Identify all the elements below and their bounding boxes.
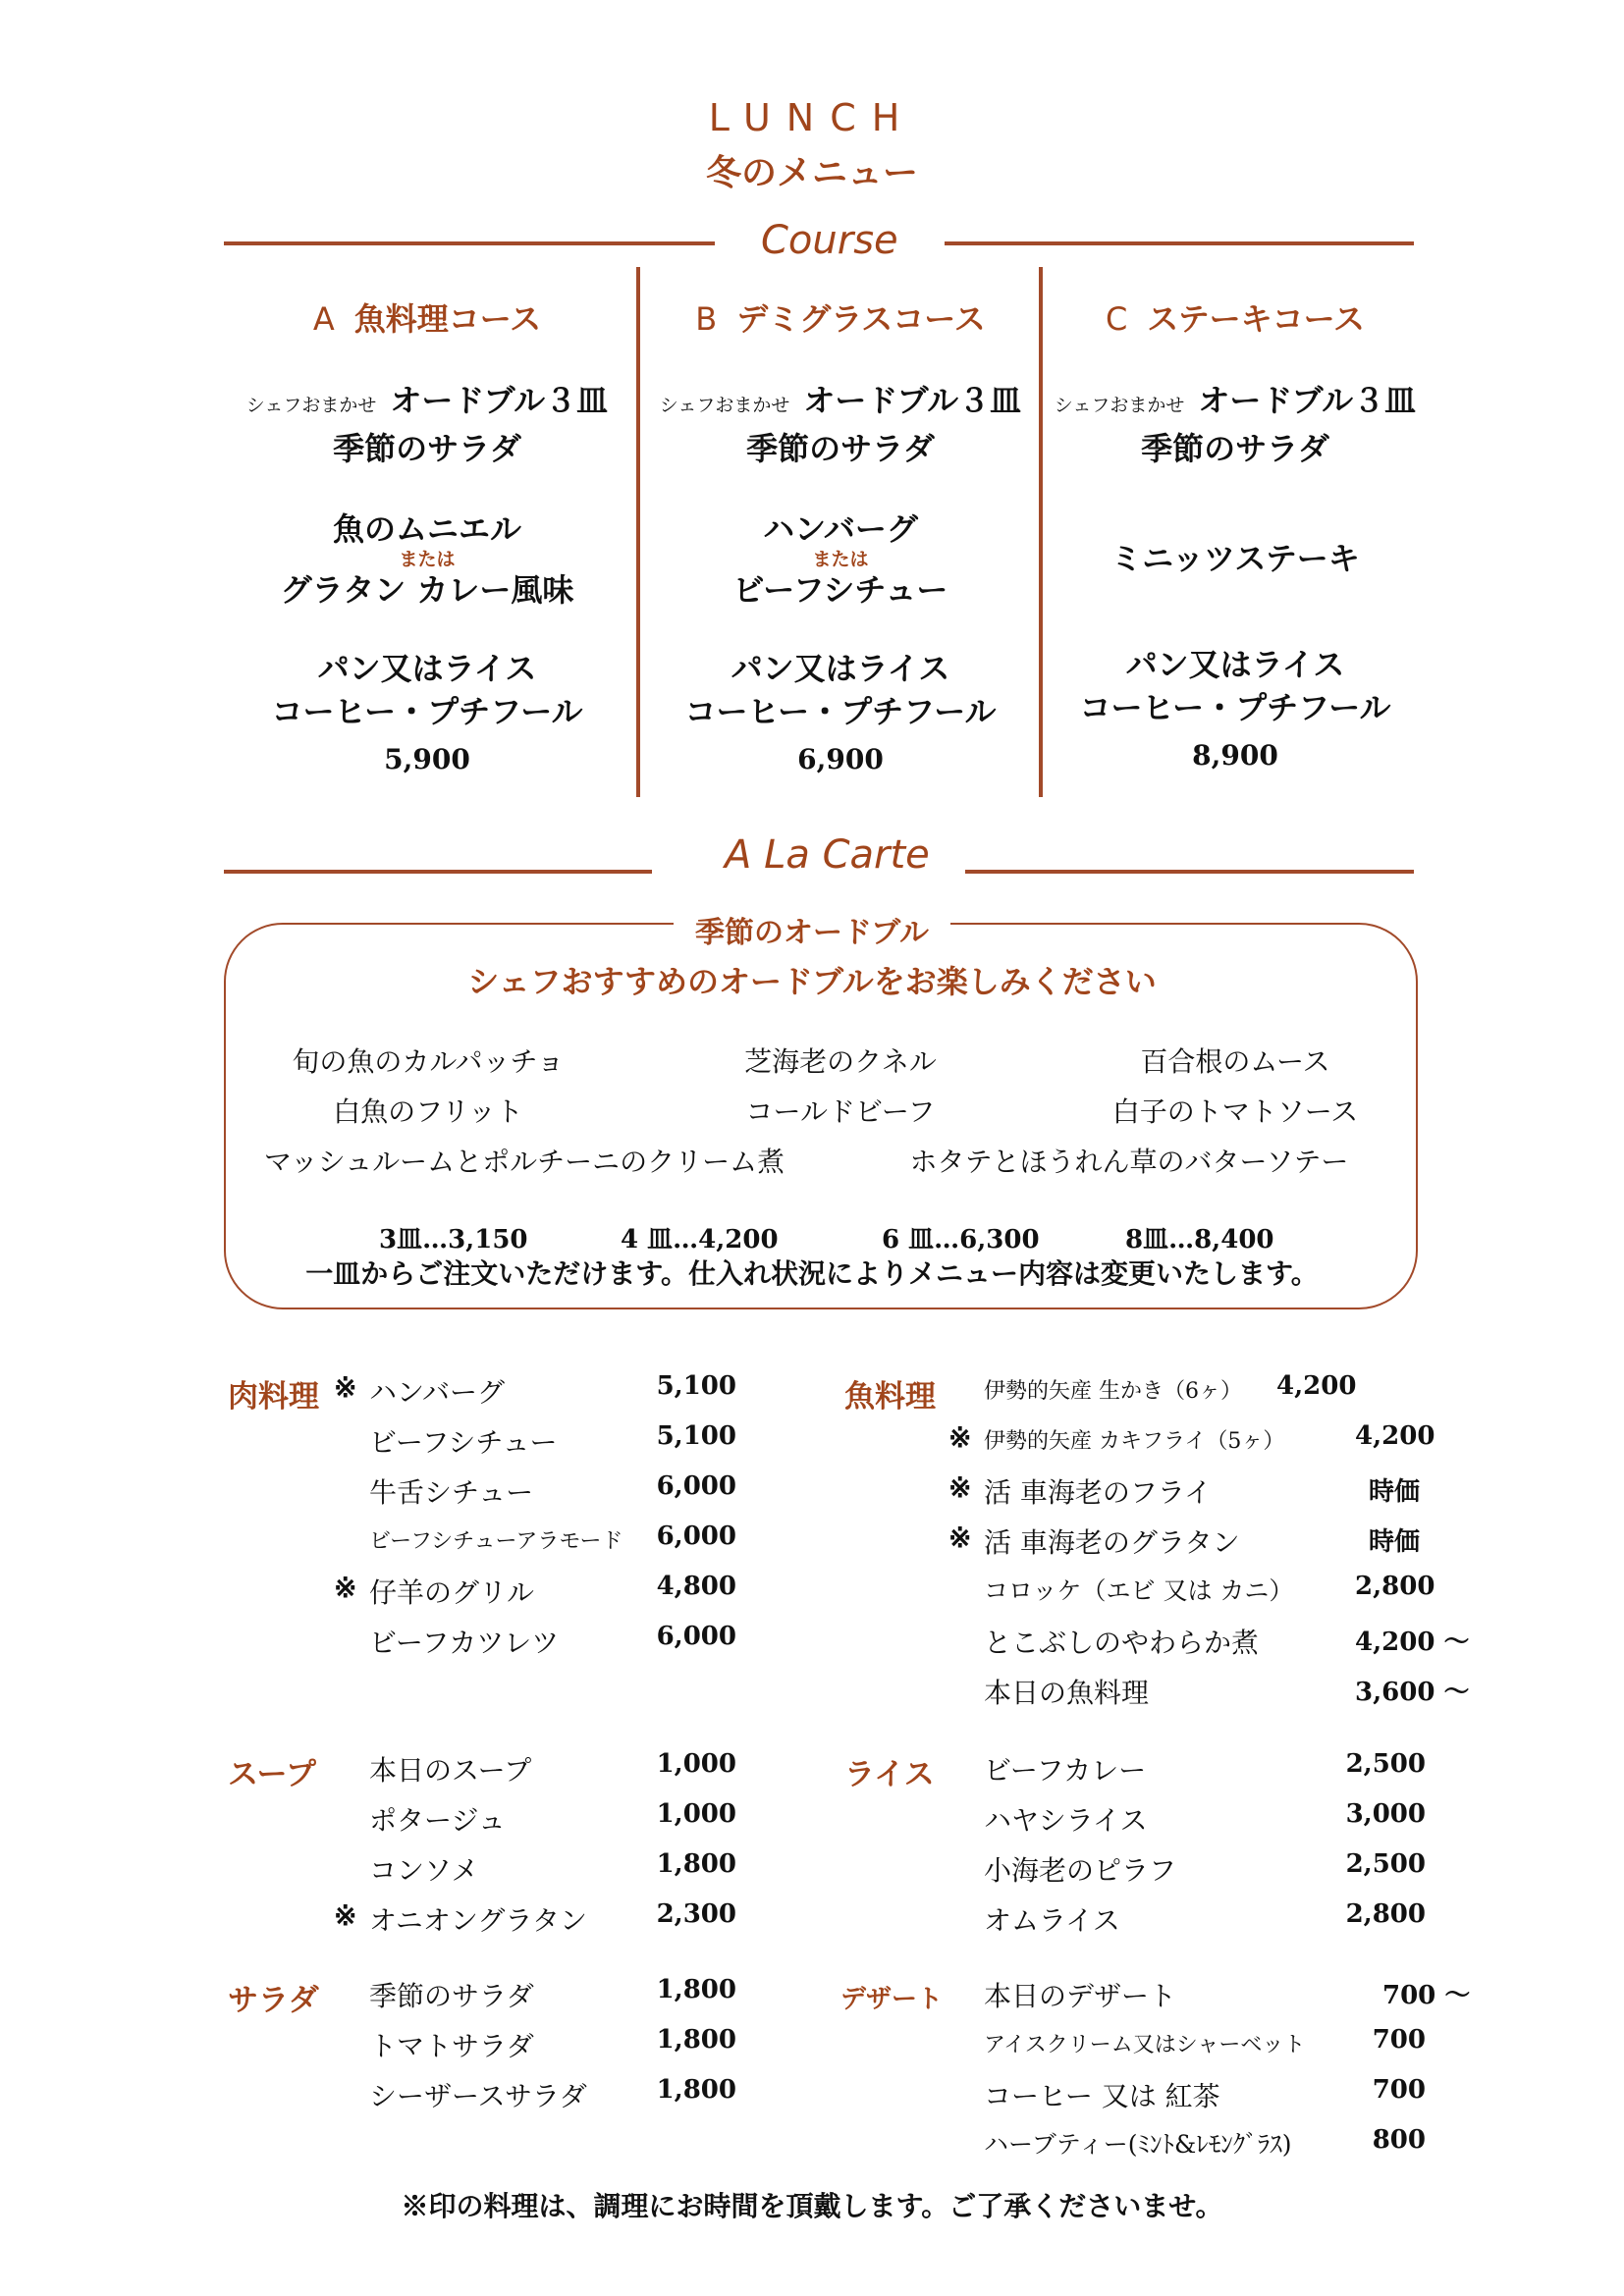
menu-item-name: 伊勢的矢産 生かき（6ヶ）: [984, 1379, 1242, 1404]
course-rule-right: [945, 241, 1414, 245]
menu-item-price: 2,500: [1345, 1749, 1426, 1779]
course-c-letter: C: [1105, 300, 1128, 338]
menu-item-price: 4,200 ～: [1355, 1628, 1470, 1657]
course-a-heading: [221, 294, 633, 344]
prep-time-mark: ※: [334, 1572, 357, 1604]
menu-item-price: 2,800: [1355, 1572, 1435, 1601]
course-b-heading: [634, 294, 1047, 344]
course-b-salad: 季節のサラダ: [746, 430, 935, 467]
menu-item-price: 4,200: [1355, 1421, 1435, 1451]
course-c-bread: パン又はライス: [1125, 646, 1345, 683]
menu-item-price: 6,000: [656, 1622, 736, 1651]
course-c-name: ステーキコース: [1147, 300, 1366, 338]
alacarte-rule-right: [965, 870, 1414, 874]
course-b-or: または: [812, 549, 869, 570]
course-section-title: Course: [761, 218, 898, 263]
course-b-appetizer-line: [634, 379, 1047, 427]
horsdoeuvre-item: マッシュルームとポルチーニのクリーム煮: [263, 1146, 785, 1178]
menu-item-name: 本日の魚料理: [984, 1677, 1150, 1709]
menu-item-name: とこぶしのやわらか煮: [984, 1627, 1260, 1659]
menu-item-name: 牛舌シチュー: [369, 1476, 534, 1509]
course-b-bread: パン又はライス: [731, 650, 950, 687]
horsdoeuvre-item: コールドビーフ: [745, 1095, 936, 1128]
menu-item-price: 1,800: [656, 2025, 736, 2055]
menu-item-price: 2,800: [1345, 1899, 1426, 1929]
winter-menu-title: 冬のメニュー: [705, 152, 918, 193]
course-b-app-prefix: シェフおまかせ: [659, 395, 790, 416]
prep-time-mark: ※: [948, 1421, 972, 1454]
course-c-main: ミニッツステーキ: [1110, 540, 1360, 577]
menu-item-price: 4,800: [656, 1572, 736, 1601]
menu-item-name: 小海老のピラフ: [984, 1854, 1177, 1887]
course-c: [1029, 294, 1441, 772]
horsdoeuvre-item: ホタテとほうれん草のバターソテー: [909, 1146, 1349, 1178]
course-b-main2: ビーフシチュー: [732, 571, 948, 609]
course-c-appetizer-line: [1029, 379, 1441, 427]
menu-item-price: 2,300: [656, 1899, 736, 1929]
menu-item-price: 700: [1372, 2075, 1426, 2105]
menu-item-price: 2,500: [1345, 1849, 1426, 1879]
menu-item-name: ハンバーグ: [369, 1376, 506, 1409]
course-a-main2: グラタン カレー風味: [280, 571, 574, 609]
prep-time-mark: ※: [334, 1371, 357, 1404]
menu-item-name: コーヒー 又は 紅茶: [984, 2080, 1220, 2112]
menu-item-name: ハーブティー(ﾐﾝﾄ&ﾚﾓﾝｸﾞﾗｽ): [984, 2130, 1292, 2159]
horsdoeuvre-item: 芝海老のクネル: [744, 1045, 937, 1078]
prep-time-mark: ※: [948, 1522, 972, 1554]
course-b-main1: ハンバーグ: [763, 510, 918, 548]
menu-item-price: 6,000: [656, 1522, 736, 1551]
course-b-letter: B: [695, 300, 718, 338]
fish-category-title: 魚料理: [844, 1379, 936, 1415]
salad-category-title: サラダ: [228, 1983, 319, 2018]
alacarte-rule-left: [224, 870, 652, 874]
menu-item-name: 活 車海老のグラタン: [984, 1526, 1240, 1559]
menu-item-name: 本日のデザート: [984, 1980, 1177, 2012]
menu-item-price: 5,100: [656, 1421, 736, 1451]
menu-item-name: ビーフカレー: [984, 1754, 1147, 1787]
menu-item-price: 1,800: [656, 1975, 736, 2004]
prep-time-mark: ※: [334, 1899, 357, 1932]
plate-price: 6 皿…6,300: [882, 1225, 1040, 1255]
menu-item-name: ビーフシチュー: [369, 1426, 558, 1459]
menu-item-price: 700 ～: [1382, 1981, 1471, 2010]
menu-item-name: コロッケ（エビ 又は カニ）: [984, 1576, 1294, 1605]
course-a-name: 魚料理コース: [353, 300, 542, 338]
course-c-coffee: コーヒー・プチフール: [1079, 689, 1391, 726]
horsdoeuvre-title: 季節のオードブル: [674, 916, 950, 950]
menu-item-name: トマトサラダ: [369, 2030, 534, 2062]
course-a-main1: 魚のムニエル: [332, 510, 521, 548]
menu-item-price: 4,200: [1276, 1371, 1357, 1401]
plate-price: 4 皿…4,200: [621, 1225, 779, 1255]
dessert-category-title: デザート: [840, 1985, 944, 2014]
rice-category-title: ライス: [844, 1757, 935, 1792]
menu-item-price: 時価: [1369, 1527, 1421, 1557]
course-a-appetizer-line: [221, 379, 633, 427]
course-rule-left: [224, 241, 715, 245]
horsdoeuvre-item: 百合根のムース: [1140, 1045, 1330, 1078]
horsdoeuvre-item: 白魚のフリット: [333, 1095, 523, 1128]
horsdoeuvre-note: 一皿からご注文いただけます。仕入れ状況によりメニュー内容は変更いたします。: [305, 1257, 1319, 1290]
plate-price: 3皿…3,150: [379, 1225, 528, 1255]
menu-item-name: 季節のサラダ: [369, 1980, 534, 2012]
course-a-price: 5,900: [384, 743, 470, 775]
course-c-app-prefix: シェフおまかせ: [1054, 395, 1185, 416]
horsdoeuvre-item: 白子のトマトソース: [1111, 1095, 1359, 1128]
course-a-coffee: コーヒー・プチフール: [271, 693, 583, 730]
menu-item-price: 1,800: [656, 1849, 736, 1879]
course-c-appetizer: オードブル３皿: [1198, 382, 1417, 419]
menu-item-price: 800: [1372, 2125, 1426, 2155]
menu-item-price: 6,000: [656, 1471, 736, 1501]
menu-item-name: ポタージュ: [369, 1804, 506, 1837]
course-a: [221, 294, 633, 775]
course-a-salad: 季節のサラダ: [333, 430, 521, 467]
lunch-title: LUNCH: [708, 96, 916, 139]
menu-item-price: 1,000: [656, 1749, 736, 1779]
horsdoeuvre-item: 旬の魚のカルパッチョ: [292, 1045, 565, 1078]
horsdoeuvre-title-wrap: [0, 908, 1624, 951]
course-b-price: 6,900: [797, 743, 884, 775]
menu-item-name: ビーフシチューアラモード: [369, 1529, 623, 1554]
course-b-appetizer: オードブル３皿: [803, 382, 1022, 419]
menu-item-name: 伊勢的矢産 カキフライ（5ヶ）: [984, 1429, 1285, 1454]
menu-item-price: 3,600 ～: [1355, 1678, 1470, 1707]
menu-item-name: オムライス: [984, 1904, 1120, 1937]
menu-item-name: 本日のスープ: [369, 1754, 532, 1787]
menu-item-name: コンソメ: [369, 1854, 479, 1887]
footer-note: ※印の料理は、調理にお時間を頂戴します。ご了承くださいませ。: [401, 2190, 1223, 2222]
menu-item-price: 700: [1372, 2025, 1426, 2055]
course-c-heading: [1029, 294, 1441, 344]
course-b-coffee: コーヒー・プチフール: [684, 693, 997, 730]
menu-item-name: ビーフカツレツ: [369, 1627, 560, 1659]
menu-item-price: 3,000: [1345, 1799, 1426, 1829]
course-a-appetizer: オードブル３皿: [390, 382, 609, 419]
menu-item-name: オニオングラタン: [369, 1904, 588, 1937]
course-b: [634, 294, 1047, 775]
menu-item-price: 1,800: [656, 2075, 736, 2105]
course-a-letter: A: [312, 300, 335, 338]
alacarte-section-title: A La Carte: [725, 832, 930, 878]
menu-item-price: 時価: [1369, 1477, 1421, 1507]
course-b-name: デミグラスコース: [736, 300, 986, 338]
course-c-price: 8,900: [1192, 739, 1278, 772]
horsdoeuvre-subtitle: シェフおすすめのオードブルをお楽しみください: [467, 963, 1157, 1000]
plate-price: 8皿…8,400: [1125, 1225, 1274, 1255]
menu-item-name: アイスクリーム又はシャーベット: [984, 2033, 1306, 2057]
menu-item-price: 1,000: [656, 1799, 736, 1829]
course-a-or: または: [399, 549, 456, 570]
menu-item-name: 活 車海老のフライ: [984, 1476, 1213, 1509]
soup-category-title: スープ: [228, 1757, 316, 1792]
prep-time-mark: ※: [948, 1471, 972, 1504]
course-a-app-prefix: シェフおまかせ: [245, 395, 377, 416]
course-c-salad: 季節のサラダ: [1141, 430, 1329, 467]
menu-item-name: 仔羊のグリル: [369, 1576, 535, 1609]
menu-item-name: シーザースサラダ: [369, 2080, 587, 2112]
menu-item-price: 5,100: [656, 1371, 736, 1401]
course-a-bread: パン又はライス: [317, 650, 537, 687]
meat-category-title: 肉料理: [228, 1379, 319, 1415]
menu-item-name: ハヤシライス: [984, 1804, 1148, 1837]
